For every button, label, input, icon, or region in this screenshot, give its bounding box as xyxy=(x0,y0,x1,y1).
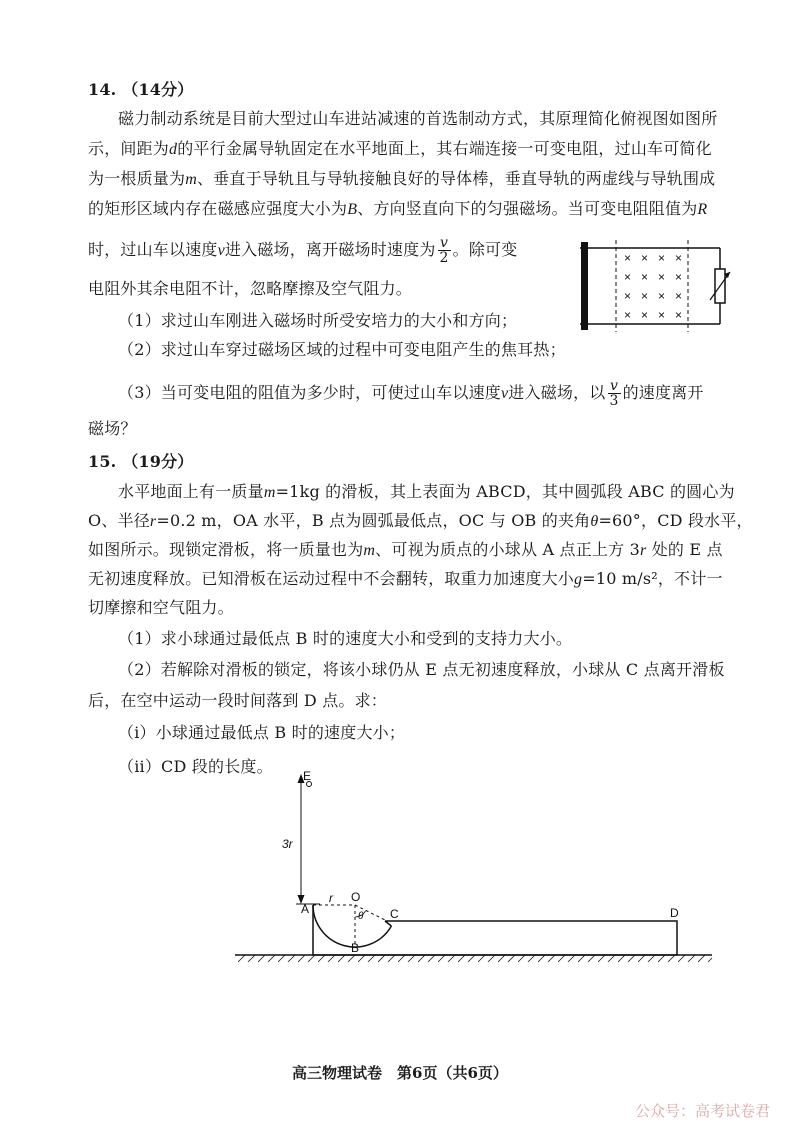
svg-text:×: × xyxy=(675,251,683,265)
label-C: C xyxy=(390,907,399,921)
q14-line-3: 为一根质量为m、垂直于导轨且与导轨接触良好的导体棒，垂直导轨的两虚线与导轨围成 xyxy=(88,169,716,188)
label-A: A xyxy=(301,902,310,916)
svg-text:×: × xyxy=(624,270,632,284)
q15-subq-1: （1）求小球通过最低点 B 时的速度大小和受到的支持力大小。 xyxy=(118,629,573,648)
label-E: E xyxy=(303,769,312,783)
q15-subq-2-ii: （ii）CD 段的长度。 xyxy=(118,757,273,776)
q15-subq-2: （2）若解除对滑板的锁定，将该小球仍从 E 点无初速度释放，小球从 C 点离开滑板 xyxy=(118,660,725,679)
q14-line-5: 时，过山车以速度v进入磁场，离开磁场时速度为 $\frac{v}{2}$ 。除可变 xyxy=(88,235,518,266)
q14-line-2: 示，间距为d的平行金属导轨固定在水平地面上，其右端连接一可变电阻，过山车可简化 xyxy=(88,139,712,158)
svg-text:×: × xyxy=(641,251,649,265)
label-B: B xyxy=(351,941,360,955)
q15-line-2: O、半径r=0.2 m，OA 水平，B 点为圆弧最低点，OC 与 OB 的夹角θ=60°，CD 段水平， xyxy=(88,511,753,530)
label-O: O xyxy=(351,890,361,904)
svg-text:×: × xyxy=(658,308,666,322)
svg-text:×: × xyxy=(658,251,666,265)
q15-line-1: 水平地面上有一质量m=1kg 的滑板，其上表面为 ABCD，其中圆弧段 ABC 的圆心为 xyxy=(118,482,735,501)
q14-subq-1: （1）求过山车刚进入磁场时所受安培力的大小和方向； xyxy=(118,311,518,330)
q14-line-6: 电阻外其余电阻不计，忽略摩擦及空气阻力。 xyxy=(88,279,413,298)
svg-text:×: × xyxy=(624,308,632,322)
label-r: r xyxy=(329,891,333,905)
q15-line-5: 切摩擦和空气阻力。 xyxy=(88,598,234,617)
slide-board-outline xyxy=(313,905,677,955)
svg-text:×: × xyxy=(658,289,666,303)
svg-text:×: × xyxy=(675,308,683,322)
q15-subq-2-i: （i）小球通过最低点 B 时的速度大小； xyxy=(118,723,406,742)
svg-text:×: × xyxy=(641,289,649,303)
fraction-v-over-3: $\frac{v}{3}$ xyxy=(609,378,619,409)
q14-subq-3-end: 磁场？ xyxy=(88,419,137,438)
label-theta: θ xyxy=(358,911,364,922)
label-D: D xyxy=(670,906,679,920)
label-3r: 3r xyxy=(282,837,293,851)
field-cross-marks xyxy=(624,251,682,322)
ground-hatching xyxy=(238,955,712,962)
slide-board-diagram xyxy=(230,762,730,972)
q14-line-4: 的矩形区域内存在磁感应强度大小为B、方向竖直向下的匀强磁场。当可变电阻阻值为R xyxy=(88,199,708,218)
q14-subq-3: （3）当可变电阻的阻值为多少时，可使过山车以速度v进入磁场，以 $\frac{v}{3}$ 的速度离开 xyxy=(118,378,704,409)
svg-text:×: × xyxy=(658,270,666,284)
q15-subq-2-cont: 后，在空中运动一段时间落到 D 点。求： xyxy=(88,691,388,710)
q15-line-3: 如图所示。现锁定滑板，将一质量也为m、可视为质点的小球从 A 点正上方 3r 处的 E 点 xyxy=(88,540,723,559)
q15-header: 15. （19分） xyxy=(88,452,194,471)
svg-text:×: × xyxy=(675,270,683,284)
fraction-v-over-2: $\frac{v}{2}$ xyxy=(439,235,449,266)
watermark: 公众号：高考试卷君 xyxy=(634,1102,770,1120)
svg-text:×: × xyxy=(624,251,632,265)
svg-text:×: × xyxy=(641,270,649,284)
q15-line-4: 无初速度释放。已知滑板在运动过程中不会翻转，取重力加速度大小g=10 m/s²，不计一 xyxy=(88,569,723,588)
svg-text:×: × xyxy=(675,289,683,303)
q14-line-1: 磁力制动系统是目前大型过山车进站减速的首选制动方式，其原理简化俯视图如图所 xyxy=(118,109,718,128)
q14-header: 14. （14分） xyxy=(88,80,194,99)
magnetic-brake-diagram xyxy=(570,236,740,336)
svg-text:×: × xyxy=(641,308,649,322)
conductor-rod xyxy=(581,242,588,330)
svg-text:×: × xyxy=(624,289,632,303)
q14-subq-2: （2）求过山车穿过磁场区域的过程中可变电阻产生的焦耳热； xyxy=(118,340,566,359)
page-footer: 高三物理试卷 第6页（共6页） xyxy=(292,1064,508,1082)
